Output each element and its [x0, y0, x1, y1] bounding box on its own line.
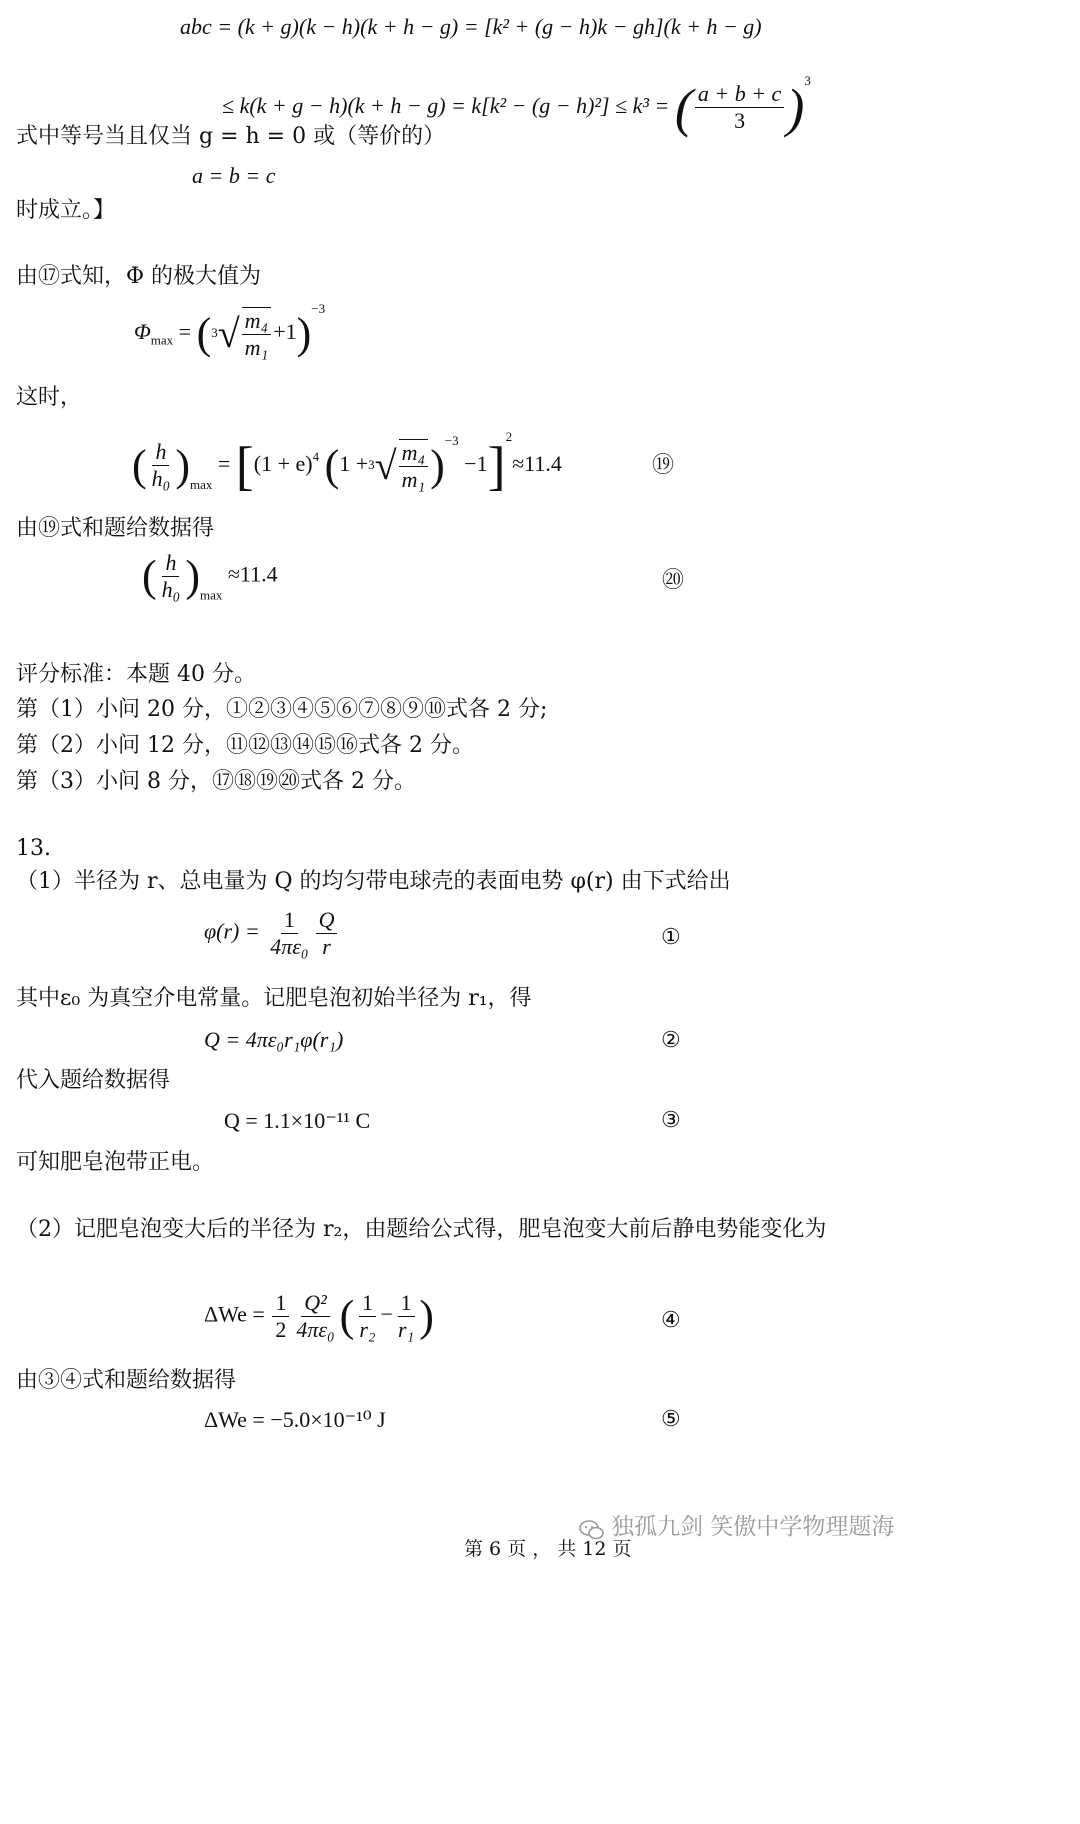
eq-number-19: ⑲	[652, 453, 675, 478]
r: r	[322, 934, 331, 959]
exp-3: 3	[804, 73, 811, 88]
minus: −	[380, 1301, 393, 1327]
eq-number-5: ⑤	[661, 1407, 681, 1432]
text-eps: 其中ε₀ 为真空介电常量。记肥皂泡初始半径为 r₁，得	[16, 986, 532, 1011]
h: h	[152, 439, 169, 466]
h0: h₀	[151, 466, 171, 492]
frac-h-h0-2	[159, 550, 184, 603]
text-holds: 时成立。】	[16, 198, 116, 223]
text-from-19: 由⑲式和题给数据得	[16, 516, 215, 541]
text-scoring: 评分标准：本题 40 分。	[16, 662, 256, 687]
paren-close: )	[419, 1291, 434, 1341]
frac-abc-den: 3	[734, 108, 746, 134]
eq-number-3: ③	[661, 1108, 681, 1133]
text-part3: 第（3）小问 8 分，⑰⑱⑲⑳式各 2 分。	[16, 769, 416, 794]
exp-minus-3: −3	[311, 301, 326, 316]
eq-abc-line2-text: ≤ k(k + g − h)(k + h − g) = k[k² − (g − h)²] ≤ k³ =	[222, 93, 670, 118]
one: 1	[281, 907, 298, 934]
frac-h-h0	[149, 439, 174, 492]
sqrt-icon: √	[217, 310, 240, 356]
h-2: h	[162, 550, 179, 577]
root-index: 3	[211, 325, 218, 340]
delta-we: ΔWe =	[204, 1301, 265, 1327]
text-substitute: 代入题给数据得	[16, 1068, 171, 1093]
eq-number-4: ④	[661, 1308, 681, 1333]
frac-half	[272, 1290, 289, 1343]
Q: Q	[316, 907, 338, 934]
approx-11-4-2: ≈11.4	[227, 561, 278, 587]
frac-Q-r	[316, 907, 338, 960]
text-positive: 可知肥皂泡带正电。	[16, 1150, 215, 1175]
paren-close-2: )	[430, 440, 445, 490]
paren-close: )	[786, 77, 805, 138]
frac-abc-num: a + b + c	[695, 81, 784, 108]
text-q13-part1: （1）半径为 r、总电量为 Q 的均匀带电球壳的表面电势 φ(r) 由下式给出	[16, 869, 731, 894]
paren-close: )	[175, 440, 190, 490]
exp-minus-3-2: −3	[444, 433, 459, 448]
eq-number-1: ①	[661, 925, 681, 950]
eq-q13-3: Q = 1.1×10⁻¹¹ C	[224, 1108, 371, 1133]
text-q13-part2: （2）记肥皂泡变大后的半径为 r₂，由题给公式得，肥皂泡变大前后静电势能变化为	[16, 1217, 827, 1242]
paren-open: (	[196, 308, 212, 358]
eq-q13-2: Q = 4πε₀r₁φ(r₁)	[204, 1027, 344, 1052]
eq-a-b-c: a = b = c	[192, 163, 276, 188]
half-num: 1	[272, 1290, 289, 1317]
minus-one: −1	[464, 451, 488, 476]
text-q13: 13.	[16, 836, 51, 861]
m1-2: m₁	[401, 466, 426, 492]
bracket-open: [	[235, 435, 254, 496]
m4-2: m₄	[399, 440, 429, 467]
m4: m₄	[242, 308, 272, 335]
frac-1-r2	[356, 1290, 378, 1343]
eq-20	[142, 550, 278, 609]
frac-Q2	[293, 1290, 337, 1343]
Q2: Q²	[301, 1290, 329, 1317]
text-part2: 第（2）小问 12 分，⑪⑫⑬⑭⑮⑯式各 2 分。	[16, 733, 474, 758]
exp-2: 2	[505, 429, 513, 444]
paren-close: )	[185, 551, 200, 601]
h0-2: h₀	[161, 577, 181, 602]
frac-1-4pi-eps0	[267, 907, 311, 960]
phi-r: φ(r) =	[204, 918, 260, 944]
r1: r₁	[397, 1317, 415, 1342]
paren-close: )	[296, 308, 312, 358]
root-index-2: 3	[368, 457, 375, 472]
text-part1: 第（1）小问 20 分，①②③④⑤⑥⑦⑧⑨⑩式各 2 分;	[16, 697, 548, 722]
four-pi-eps0-2: 4πε₀	[296, 1317, 335, 1342]
half-den: 2	[275, 1317, 287, 1342]
max-sub: max	[189, 477, 213, 492]
phi-max-sub: max	[150, 332, 174, 348]
frac-abc	[695, 81, 784, 134]
one-2: 1	[359, 1290, 376, 1317]
frac-m4-m1	[242, 307, 272, 361]
exp-4: 4	[312, 449, 320, 464]
plus-one: +1	[273, 319, 297, 344]
one-plus: 1 +	[339, 451, 369, 476]
text-from-34: 由③④式和题给数据得	[16, 1368, 237, 1393]
four-pi-eps0: 4πε₀	[270, 934, 309, 959]
page-footer: 第 6 页 ， 共 12 页	[464, 1538, 632, 1560]
eq-q13-1	[204, 907, 339, 960]
one-plus-e: (1 + e)	[253, 451, 313, 476]
text-equal-condition: 式中等号当且仅当 g = h = 0 或（等价的）	[16, 124, 446, 149]
eq-19: ( $\frac{h}{\text{h₀}}$ )$_{max} = [(1 + e)^4$ (1 +$^3$√ $\frac{\text{m₄}}{\text{m₁}}$ )$^{-3}$ −1]$^2$≈11.4	[132, 429, 562, 496]
text-this-time: 这时，	[16, 385, 83, 410]
paren-open: (	[132, 440, 147, 490]
frac-m4-m1-2	[399, 439, 429, 493]
paren-open: (	[142, 551, 157, 601]
bracket-close: ]	[487, 435, 506, 496]
m1: m₁	[244, 334, 269, 360]
approx-11-4: ≈11.4	[512, 451, 562, 476]
one-3: 1	[398, 1290, 415, 1317]
max-sub-2: max	[199, 587, 223, 603]
frac-1-r1	[395, 1290, 417, 1343]
paren-open-2: (	[324, 440, 340, 490]
eq-q13-4	[204, 1290, 434, 1343]
eq-number-20: ⑳	[662, 568, 685, 593]
eq-q13-5: ΔWe = −5.0×10⁻¹⁰ J	[204, 1407, 386, 1432]
paren-open: (	[674, 77, 693, 138]
paren-open: (	[339, 1291, 355, 1341]
phi-symbol: Φ	[134, 319, 151, 344]
watermark-text: 独孤九剑 笑傲中学物理题海	[611, 1514, 895, 1540]
eq-number-2: ②	[661, 1028, 681, 1053]
eq-phi-max: $\Phi_{max} = (^3√$ $\frac{\text{m₄}}{\text{m₁}}$ +1)$^{-3}$	[134, 301, 326, 360]
text-from-17: 由⑰式知，Φ 的极大值为	[16, 264, 262, 289]
r2: r₂	[359, 1317, 376, 1342]
eq-abc-line1: abc = (k + g)(k − h)(k + h − g) = [k² + (g − h)k − gh](k + h − g)	[180, 14, 762, 39]
sqrt-icon-2: √	[374, 442, 397, 488]
